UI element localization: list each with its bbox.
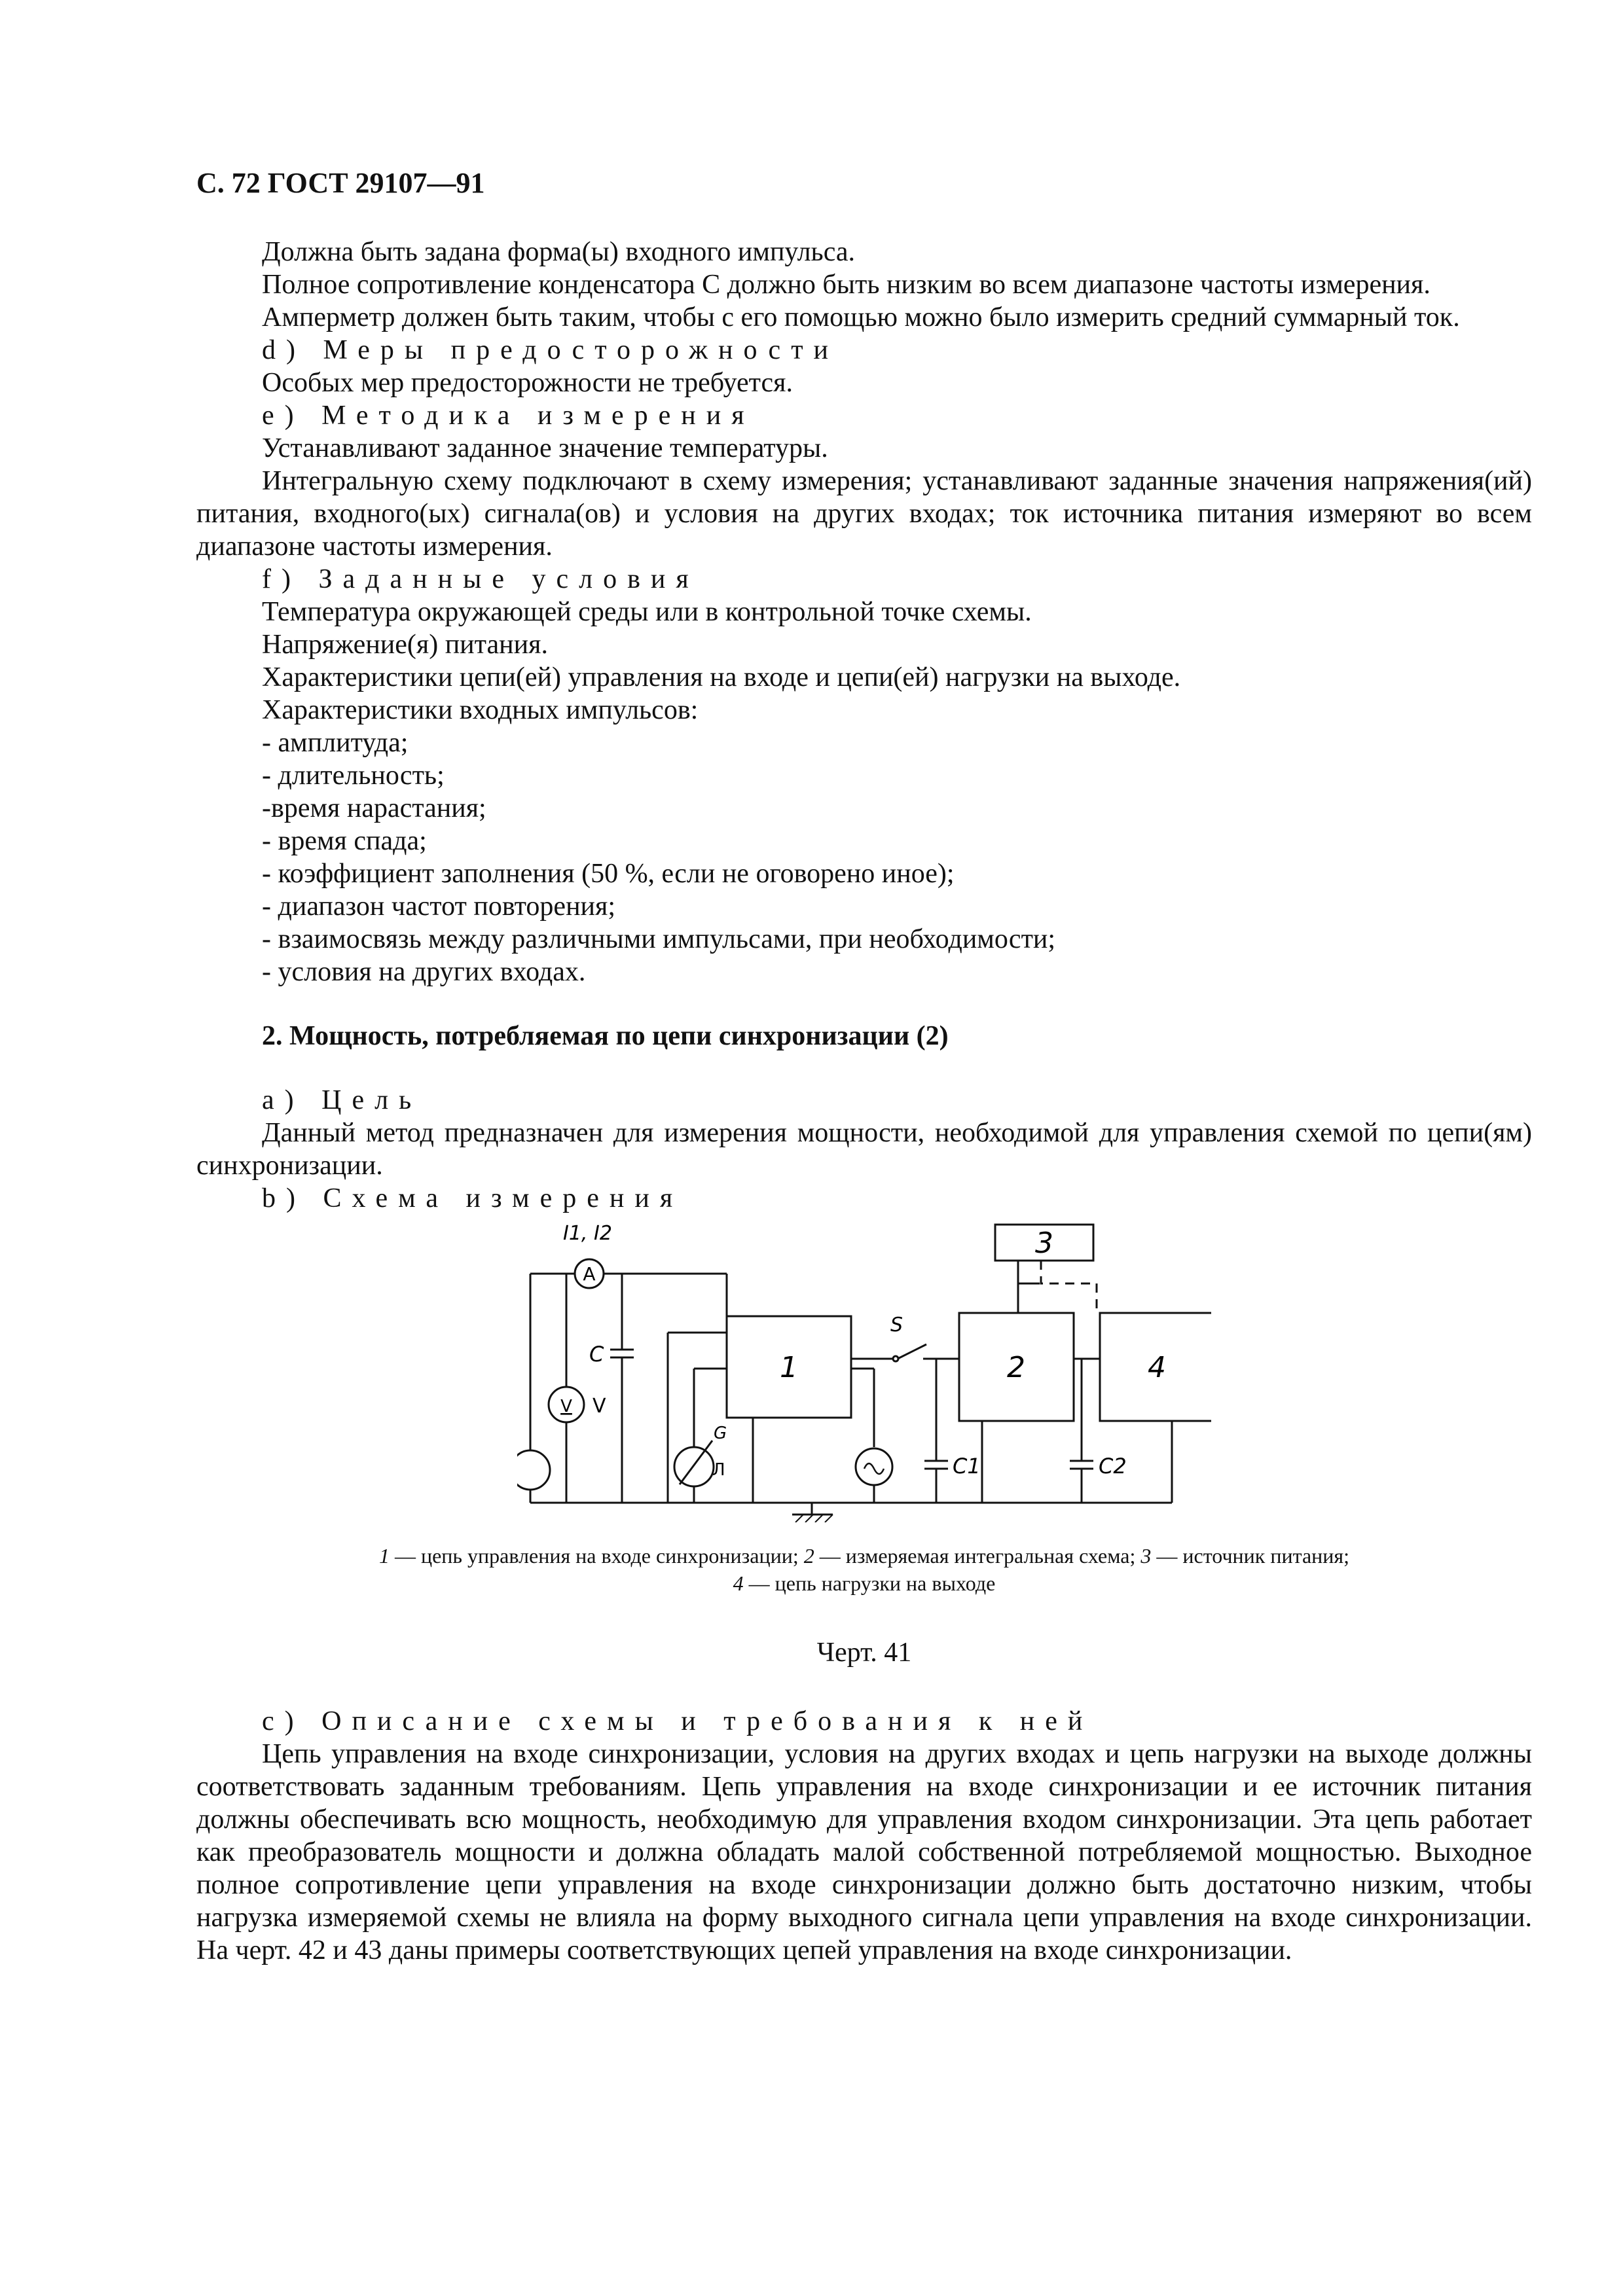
switch-label: S: [890, 1314, 903, 1336]
paragraph: Цепь управления на входе синхронизации, условия на других входах и цепь нагрузки на выходе должны соответствовать заданным требованиям. Цепь управления на входе синхронизации и ее источник питания должны обеспечивать всю мощность, необходимую для управления входом синхронизации. Эта цепь работает как преобразователь мощности и должна обладать малой собственной потребляемой мощностью. Выходное полное сопротивление цепи управления на входе синхронизации должно быть достаточно низким, чтобы нагрузка измеряемой схемы не влияла на форму выходного сигнала цепи управления на входе синхронизации. На черт. 42 и 43 даны примеры соответствующих цепей управления на входе синхронизации.: [196, 1739, 1532, 1965]
paragraph: Данный метод предназначен для измерения мощности, необходимой для управления схемой по цепи(ям) синхронизации.: [196, 1118, 1532, 1181]
pulse-symbol: Л: [712, 1460, 725, 1480]
subsection-title-d: d) Меры предосторожности: [262, 335, 839, 365]
block-3-label: 3: [1035, 1227, 1053, 1260]
figure-caption: [196, 1542, 1532, 1597]
section-title: 2. Мощность, потребляемая по цепи синхронизации (2): [262, 1021, 949, 1051]
paragraph: Напряжение(я) питания.: [262, 630, 548, 660]
capacitor-c2-label: C2: [1099, 1454, 1127, 1479]
capacitor-c1-label: C1: [953, 1454, 981, 1479]
capacitor-c-label: C: [589, 1342, 604, 1367]
subsection-title-e: e) Методика измерения: [262, 401, 755, 431]
voltmeter-label: V: [560, 1397, 572, 1416]
subsection-title-a: a) Цель: [262, 1085, 422, 1115]
current-label: I1, I2: [563, 1222, 612, 1245]
caption-line-2: 4 — цепь нагрузки на выходе: [733, 1571, 996, 1595]
list-item: - амплитуда;: [262, 728, 409, 758]
block-4-label: 4: [1148, 1351, 1166, 1384]
ammeter-label: A: [583, 1263, 596, 1285]
list-item: -время нарастания;: [262, 793, 486, 823]
paragraph: Амперметр должен быть таким, чтобы с его помощью можно было измерить средний суммарный ток.: [262, 302, 1460, 332]
block-1-label: 1: [780, 1351, 798, 1384]
circuit-diagram: [517, 1221, 1211, 1522]
figure-label: Черт. 41: [816, 1638, 912, 1668]
list-item: - время спада;: [262, 826, 427, 856]
subsection-title-b: b) Схема измерения: [262, 1183, 684, 1213]
ground-symbol: [795, 1515, 833, 1522]
subsection-title-f: f) Заданные условия: [262, 564, 699, 594]
generator-label: G: [714, 1424, 727, 1443]
paragraph: Интегральную схему подключают в схему измерения; устанавливают заданные значения напряжения(ий) питания, входного(ых) сигнала(ов) и условия на других входах; ток источника питания измеряют во всем диапазоне частоты измерения.: [196, 466, 1532, 562]
paragraph: Характеристики входных импульсов:: [262, 695, 699, 725]
paragraph: Особых мер предосторожности не требуется.: [262, 368, 793, 398]
caption-line-1: 1 — цепь управления на входе синхронизации; 2 — измеряемая интегральная схема; 3 — источник питания;: [378, 1544, 1350, 1568]
list-item: - длительность;: [262, 761, 445, 791]
paragraph: Устанавливают заданное значение температуры.: [262, 433, 828, 463]
block-2-label: 2: [1007, 1351, 1025, 1384]
voltage-label: V: [593, 1395, 606, 1418]
paragraph: Температура окружающей среды или в контрольной точке схемы.: [262, 597, 1032, 627]
list-item: - коэффициент заполнения (50 %, если не оговорено иное);: [262, 859, 955, 889]
page-header: С. 72 ГОСТ 29107—91: [196, 167, 485, 199]
list-item: - взаимосвязь между различными импульсами, при необходимости;: [262, 924, 1056, 954]
paragraph: Должна быть задана форма(ы) входного импульса.: [262, 237, 855, 267]
paragraph: Полное сопротивление конденсатора C должно быть низким во всем диапазоне частоты измерения.: [262, 270, 1431, 300]
paragraph: Характеристики цепи(ей) управления на входе и цепи(ей) нагрузки на выходе.: [262, 662, 1181, 692]
list-item: - условия на других входах.: [262, 957, 586, 987]
document-page: [196, 167, 1532, 1967]
subsection-title-c: c) Описание схемы и требования к ней: [262, 1706, 1093, 1736]
list-item: - диапазон частот повторения;: [262, 891, 616, 922]
